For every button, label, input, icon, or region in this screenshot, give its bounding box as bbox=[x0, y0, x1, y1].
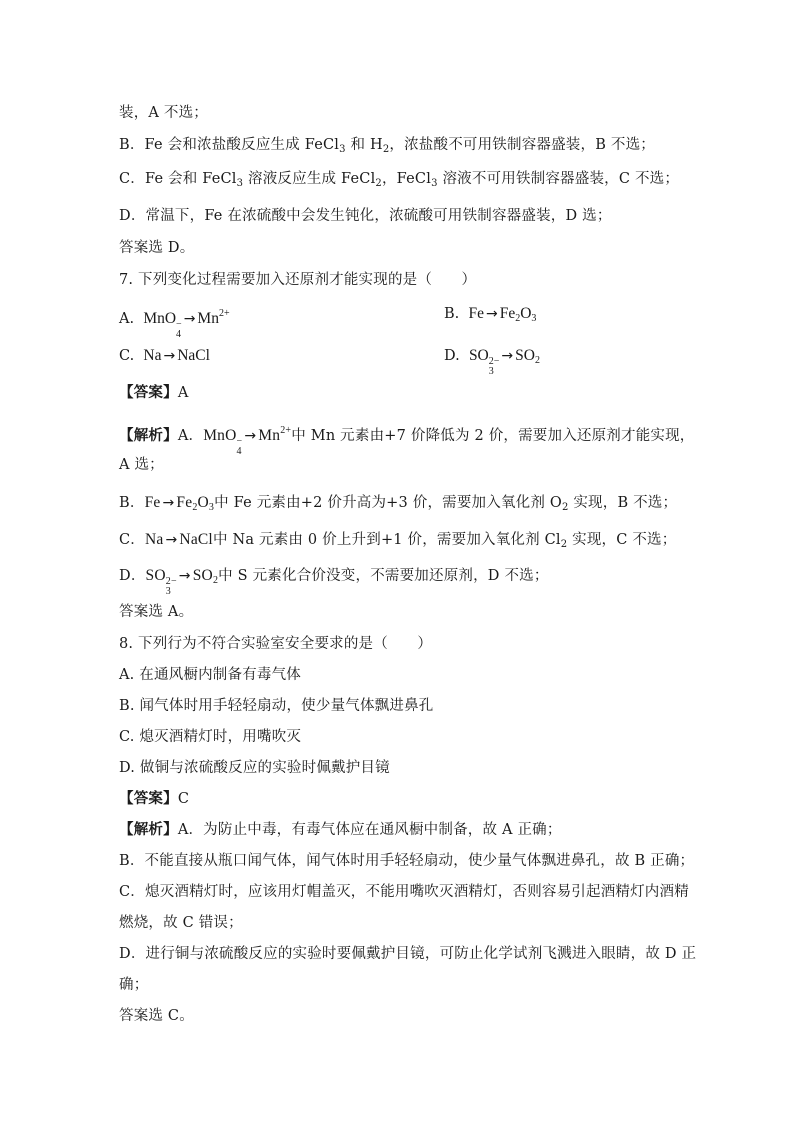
q8-analysis-d: D．进行铜与浓硫酸反应的实验时要佩戴护目镜，可防止化学试剂飞溅进入眼睛，故 D 正 bbox=[119, 946, 697, 962]
q8-option-d: D. 做铜与浓硫酸反应的实验时佩戴护目镜 bbox=[119, 760, 390, 776]
q8-stem: 8. 下列行为不符合实验室安全要求的是（ ） bbox=[119, 636, 433, 652]
q8-analysis-a: 【解析】A．为防止中毒，有毒气体应在通风橱中制备，故 A 正确； bbox=[119, 821, 562, 838]
q7-analysis-c: C．Na → NaCl中 Na 元素由 0 价上升到+1 价，需要加入氧化剂 $Cl_2$ 实现，C 不选； bbox=[119, 531, 677, 550]
q6-a-continuation: 装，A 不选； bbox=[119, 105, 208, 121]
q7-answer: 【答案】A bbox=[119, 384, 189, 401]
q7-option-b: B. $Fe \to Fe_2O_3$ bbox=[444, 305, 537, 324]
q8-analysis-c: C．熄灭酒精灯时，应该用灯帽盖灭，不能用嘴吹灭酒精灯，否则容易引起酒精灯内酒精 bbox=[119, 884, 689, 900]
q8-option-a: A. 在通风橱内制备有毒气体 bbox=[119, 667, 301, 683]
q7-analysis-a: 【解析】A．MnO − 4 → $Mn^{2+}$中 Mn 元素由+7 价降低为 2 价，需要加入还原剂才能实现， bbox=[119, 425, 695, 457]
q8-answer: 【答案】C bbox=[119, 790, 190, 807]
q7-analysis-a-cont: A 选； bbox=[119, 457, 164, 473]
q8-conclusion: 答案选 C。 bbox=[119, 1008, 194, 1024]
q7-analysis-b: B．$Fe \to Fe_2O_3$中 Fe 元素由+2 价升高为+3 价，需要加入氧化剂 $O_2$ 实现，B 不选； bbox=[119, 494, 678, 513]
q7-option-d: D. SO 2− 3 → $SO_2$ bbox=[444, 347, 540, 377]
q6-explanation-c: C．Fe 会和 FeCl$_3$ 溶液反应生成 FeCl$_2$，FeCl$_3$ 溶液不可用铁制容器盛装，C 不选； bbox=[119, 171, 680, 189]
q7-option-a: A. MnO − 4 → $Mn^{2+}$ bbox=[119, 308, 230, 340]
q8-analysis-d-cont: 确； bbox=[119, 977, 149, 993]
q6-conclusion: 答案选 D。 bbox=[119, 240, 195, 256]
q8-option-b: B. 闻气体时用手轻轻扇动，使少量气体飘进鼻孔 bbox=[119, 698, 434, 714]
q7-option-c: C. Na → NaCl bbox=[119, 347, 210, 364]
q6-explanation-b: B．Fe 会和浓盐酸反应生成 FeCl$_3$ 和 $H_2$，浓盐酸不可用铁制容器盛装，B 不选； bbox=[119, 137, 655, 155]
q7-conclusion: 答案选 A。 bbox=[119, 604, 194, 620]
q8-option-c: C. 熄灭酒精灯时，用嘴吹灭 bbox=[119, 729, 302, 745]
q8-analysis-b: B．不能直接从瓶口闻气体，闻气体时用手轻轻扇动，使少量气体飘进鼻孔，故 B 正确； bbox=[119, 853, 695, 869]
q7-stem: 7. 下列变化过程需要加入还原剂才能实现的是（ ） bbox=[119, 272, 477, 288]
q8-analysis-c-cont: 燃烧，故 C 错误； bbox=[119, 915, 243, 931]
q6-explanation-d: D．常温下，Fe 在浓硫酸中会发生钝化，浓硫酸可用铁制容器盛装，D 选； bbox=[119, 208, 612, 224]
q7-analysis-d: D．SO 2− 3 → $SO_2$中 S 元素化合价没变，不需要加还原剂，D 不选； bbox=[119, 567, 549, 597]
